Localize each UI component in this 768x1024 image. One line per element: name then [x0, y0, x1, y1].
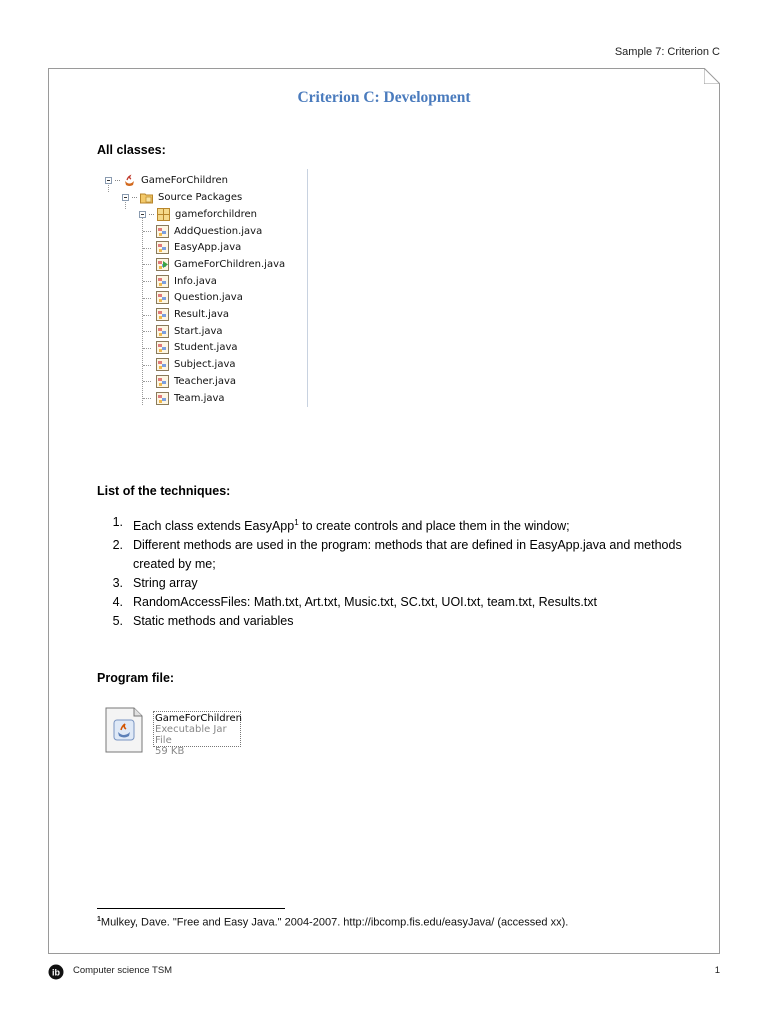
tree-label: gameforchildren — [175, 208, 258, 220]
collapse-toggle-icon[interactable] — [122, 194, 129, 201]
tree-item-file[interactable] — [156, 223, 262, 239]
source-folder-icon — [140, 191, 153, 204]
tree-item-file[interactable] — [156, 256, 285, 272]
tree-label: GameForChildren.java — [174, 258, 286, 270]
java-class-icon — [156, 341, 169, 354]
java-class-icon — [156, 241, 169, 254]
tree-label: Subject.java — [174, 359, 236, 371]
list-item: 3. String array — [112, 576, 198, 591]
java-class-icon — [156, 308, 169, 321]
file-type: Executable Jar File — [155, 724, 227, 746]
java-project-icon — [123, 174, 136, 187]
ib-logo-icon — [48, 964, 64, 980]
tree-item-file[interactable] — [156, 273, 217, 289]
tree-item-package[interactable] — [139, 206, 257, 222]
java-class-icon — [156, 325, 169, 338]
java-class-icon — [156, 392, 169, 405]
program-file-heading: Program file: — [97, 671, 175, 685]
java-class-icon — [156, 275, 169, 288]
java-main-class-icon — [156, 258, 169, 271]
techniques-heading: List of the techniques: — [97, 484, 231, 498]
tree-label: GameForChildren — [141, 174, 229, 186]
java-class-icon — [156, 375, 169, 388]
tree-label: Question.java — [174, 292, 243, 304]
tree-item-source-packages[interactable] — [122, 189, 242, 205]
project-tree — [105, 169, 308, 407]
footnote-divider — [97, 908, 285, 909]
tree-item-file[interactable] — [156, 357, 236, 373]
tree-item-project[interactable] — [105, 172, 228, 188]
svg-text:ib: ib — [52, 967, 60, 978]
collapse-toggle-icon[interactable] — [139, 211, 146, 218]
techniques-list — [99, 513, 689, 631]
file-size: 59 KB — [155, 746, 185, 757]
java-class-icon — [156, 225, 169, 238]
tree-label: EasyApp.java — [174, 242, 242, 254]
tree-label: AddQuestion.java — [174, 225, 263, 237]
tree-item-file[interactable] — [156, 373, 236, 389]
tree-item-file[interactable] — [156, 390, 225, 406]
tree-item-file[interactable] — [156, 240, 241, 256]
tree-item-file[interactable] — [156, 290, 243, 306]
java-jar-file-icon[interactable] — [105, 707, 143, 753]
footnote: $^1$Mulkey, Dave. "Free and Easy Java." 2004-2007. http://ibcomp.fis.edu/easyJava/ (accessed xx). — [97, 916, 569, 929]
tree-item-file[interactable] — [156, 307, 229, 323]
tree-label: Info.java — [174, 275, 217, 287]
list-item: 5. Static methods and variables — [112, 614, 294, 629]
footnote-ref[interactable]: 1 — [294, 518, 299, 527]
tree-item-file[interactable] — [156, 340, 238, 356]
java-class-icon — [156, 291, 169, 304]
package-icon — [157, 208, 170, 221]
java-class-icon — [156, 358, 169, 371]
tree-label: Teacher.java — [174, 375, 237, 387]
footer-course-label: Computer science TSM — [73, 965, 173, 976]
page-number: 1 — [714, 965, 720, 976]
tree-label: Student.java — [174, 342, 238, 354]
list-item: 4. RandomAccessFiles: Math.txt, Art.txt, Music.txt, SC.txt, UOI.txt, team.txt, Results.txt — [112, 595, 598, 610]
tree-label: Source Packages — [158, 191, 243, 203]
tree-label: Start.java — [174, 325, 223, 337]
list-item: 1. Each class extends EasyApp$^1$ to create controls and place them in the window; — [112, 515, 570, 534]
page-title: Criterion C: Development — [297, 89, 471, 106]
header-sample-label: Sample 7: Criterion C — [614, 46, 720, 58]
program-file-details[interactable] — [153, 711, 243, 757]
file-name: GameForChildren — [155, 713, 243, 724]
tree-label: Result.java — [174, 309, 230, 320]
document-page — [48, 68, 720, 954]
collapse-toggle-icon[interactable] — [105, 177, 112, 184]
tree-label: Team.java — [174, 392, 225, 404]
folded-corner — [704, 68, 720, 84]
classes-heading: All classes: — [97, 143, 166, 157]
tree-item-file[interactable] — [156, 323, 223, 339]
list-item: 2. Different methods are used in the program: methods that are defined in EasyApp.java and methods created by me; — [112, 538, 682, 572]
